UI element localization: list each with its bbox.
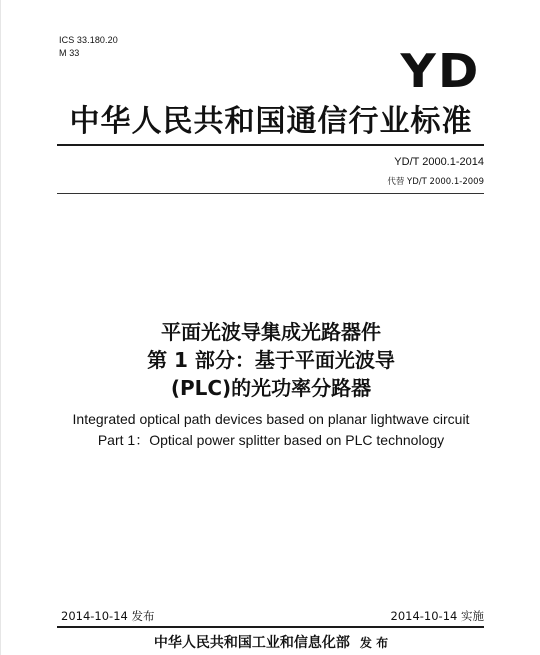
standard-category-title: 中华人民共和国通信行业标准: [69, 104, 473, 139]
chinese-title-line-3: (PLC)的光功率分路器: [170, 376, 372, 400]
yd-logo: YD: [399, 44, 480, 98]
english-title-line-1: Integrated optical path devices based on planar lightwave circuit: [72, 411, 470, 427]
standard-number: YD/T 2000.1-2014: [394, 156, 484, 168]
publish-label: 发 布: [359, 636, 389, 650]
publisher-name: 中华人民共和国工业和信息化部: [153, 635, 350, 651]
ccs-code: M 33: [59, 48, 80, 58]
implementation-date: 2014-10-14 实施: [390, 609, 484, 623]
english-title-line-2: Part 1：Optical power splitter based on PLC technology: [97, 432, 445, 448]
bottom-divider: [57, 626, 484, 628]
ics-code: ICS 33.180.20: [59, 35, 118, 45]
chinese-title-line-1: 平面光波导集成光路器件: [161, 320, 381, 344]
replaces-standard: 代替 YD/T 2000.1-2009: [387, 177, 484, 187]
top-divider: [57, 144, 484, 146]
publisher: [1, 632, 540, 652]
issue-date: 2014-10-14 发布: [61, 609, 155, 623]
number-divider: [57, 193, 484, 194]
chinese-title-line-2: 第 1 部分：基于平面光波导: [147, 348, 395, 372]
